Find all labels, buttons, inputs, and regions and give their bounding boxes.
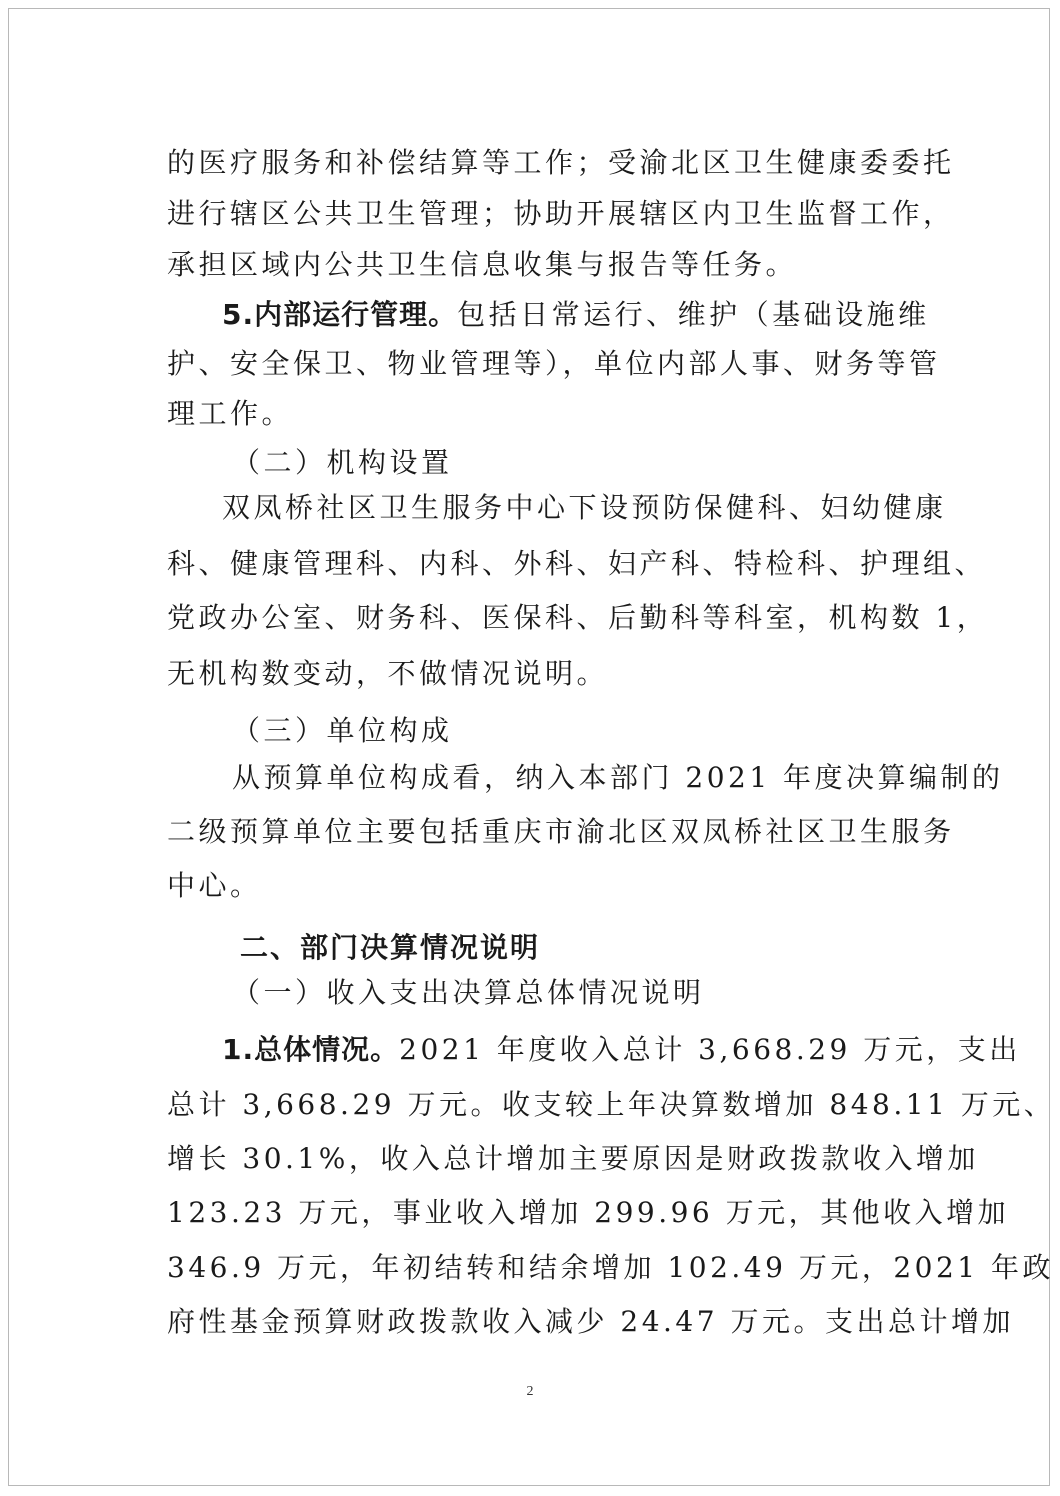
text-line: 双凤桥社区卫生服务中心下设预防保健科、妇幼健康 [222,491,947,524]
subheading-internal-management: 5.内部运行管理。 [222,298,458,331]
text-span: 包括日常运行、维护（基础设施维 [457,298,930,331]
text-line: 无机构数变动，不做情况说明。 [167,657,609,690]
paragraph-5-line [222,297,930,333]
text-line: 护、安全保卫、物业管理等），单位内部人事、财务等管 [167,347,941,380]
text-span: 2021 年度收入总计 3,668.29 万元，支出 [399,1033,1021,1066]
text-line: 123.23 万元，事业收入增加 299.96 万元，其他收入增加 [167,1196,1010,1229]
text-line: 总计 3,668.29 万元。收支较上年决算数增加 848.11 万元、 [167,1088,1056,1121]
page-number: 2 [526,1384,534,1399]
text-line: 党政办公室、财务科、医保科、后勤科等科室，机构数 1， [167,601,989,634]
text-line: 承担区域内公共卫生信息收集与报告等任务。 [167,248,798,281]
subheading-overall: 1.总体情况。 [222,1033,400,1066]
text-line: 科、健康管理科、内科、外科、妇产科、特检科、护理组、 [167,547,987,580]
section-heading-org-setup: （二）机构设置 [232,446,453,479]
text-line: 的医疗服务和补偿结算等工作；受渝北区卫生健康委委托 [167,146,955,179]
section-heading-unit-composition: （三）单位构成 [232,714,453,747]
text-line: 346.9 万元，年初结转和结余增加 102.49 万元，2021 年政 [167,1251,1054,1284]
text-line: 进行辖区公共卫生管理；协助开展辖区内卫生监督工作， [167,197,955,230]
text-line: 府性基金预算财政拨款收入减少 24.47 万元。支出总计增加 [167,1305,1014,1338]
text-line: 理工作。 [167,397,294,430]
section-heading-final-accounts: 二、部门决算情况说明 [240,931,541,964]
text-line: 增长 30.1%，收入总计增加主要原因是财政拨款收入增加 [167,1142,979,1175]
section-heading-income-expense: （一）收入支出决算总体情况说明 [232,976,705,1009]
text-line: 二级预算单位主要包括重庆市渝北区双凤桥社区卫生服务 [167,815,955,848]
text-line: 从预算单位构成看，纳入本部门 2021 年度决算编制的 [232,761,1004,794]
paragraph-1-line [222,1032,1021,1068]
text-line: 中心。 [167,869,262,902]
